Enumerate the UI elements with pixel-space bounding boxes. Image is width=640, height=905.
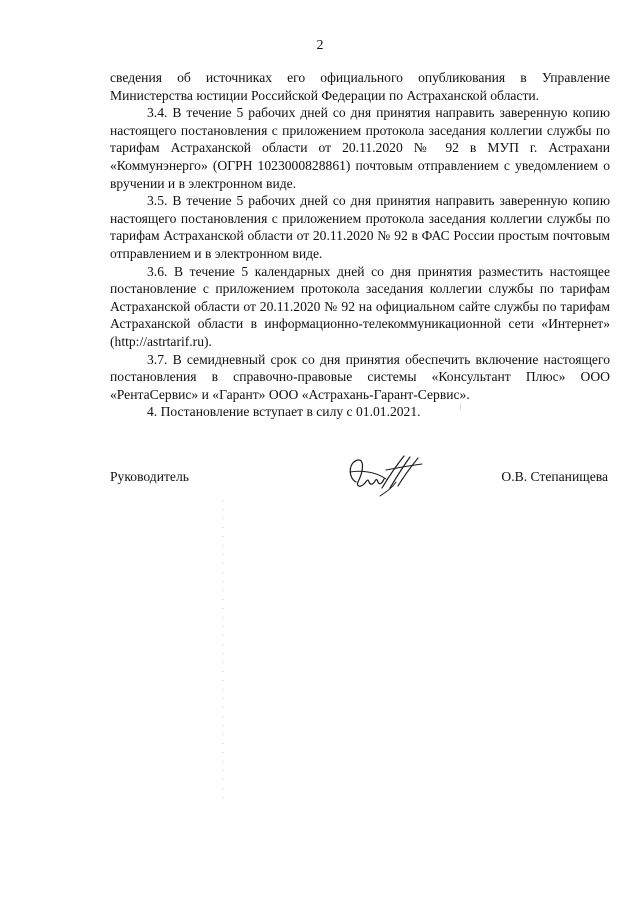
page-number: 2	[316, 38, 324, 53]
scan-artifact	[460, 404, 461, 410]
document-body	[110, 69, 610, 421]
signatory-name: О.В. Степанищева	[501, 469, 608, 484]
paragraph-publication-info: сведения об источниках его официального опубликования в Управление Министерства юстиции Российской Федерации по Астраханской области.	[110, 70, 610, 103]
signatory-title: Руководитель	[110, 469, 189, 484]
paragraph-3-4: 3.4. В течение 5 рабочих дней со дня принятия направить заверенную копию настоящего постановления с приложением протокола заседания коллегии службы по тарифам Астраханской области от 20.11.2020 № 92 в МУП г. Астрахани «Коммунэнерго» (ОГРН 1023000828861) почтовым отправлением с уведомлением о вручении и в электронном виде.	[110, 105, 610, 191]
paragraph-4: 4. Постановление вступает в силу с 01.01.2021.	[147, 404, 421, 420]
scan-artifact-dots	[222, 500, 224, 800]
paragraph-3-6: 3.6. В течение 5 календарных дней со дня принятия разместить настоящее постановление с приложением протокола заседания коллегии службы по тарифам Астраханской области от 20.11.2020 № 92 на официальном сайте службы по тарифам Астраханской области в информационно-телекоммуникационной сети «Интернет» (http://astrtarif.ru).	[110, 263, 610, 349]
paragraph-3-5: 3.5. В течение 5 рабочих дней со дня принятия направить заверенную копию настоящего постановления с приложением протокола заседания коллегии службы по тарифам Астраханской области от 20.11.2020 № 92 в ФАС России простым почтовым отправлением и в электронном виде.	[110, 193, 610, 261]
handwritten-signature	[342, 452, 434, 498]
paragraph-3-7: 3.7. В семидневный срок со дня принятия обеспечить включение настоящего постановления в справочно-правовые системы «Консультант Плюс» ООО «РентаСервис» и «Гарант» ООО «Астрахань-Гарант-Сервис».	[110, 351, 610, 402]
